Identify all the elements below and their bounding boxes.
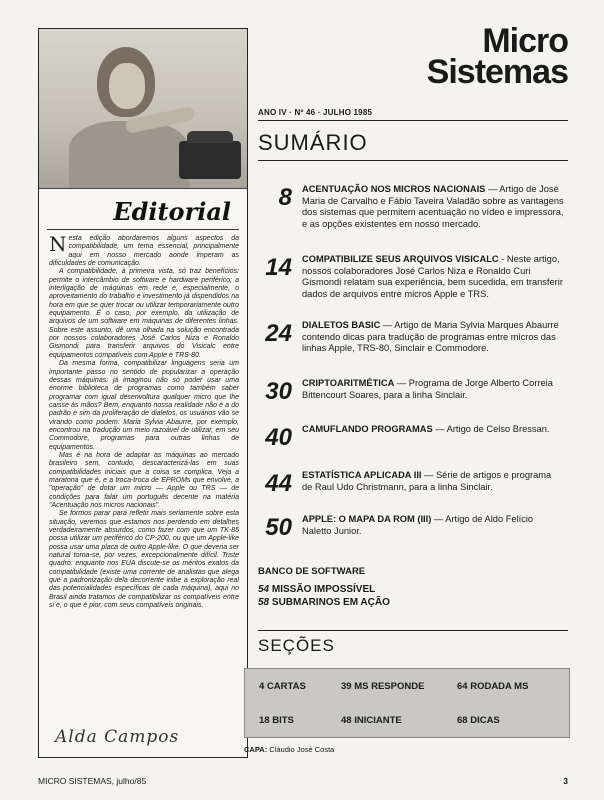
toc-description: — Programa de Jorge Alberto Correia Bittencourt Soares, para a linha Sinclair.: [302, 378, 553, 400]
toc-description: - Neste artigo, nossos colaboradores José Carlos Niza e Ronaldo Curi Gismondi relatam sua experiência, bem sucedida, em transferir dados de arquivos entre micros Apple e TRS.: [302, 254, 563, 299]
editor-photo: [39, 29, 247, 189]
toc-description: — Artigo de José Maria de Carvalho e Fábio Taveira Valadão sobre as vantagens dos sistemas que permitem acentuação no vídeo e impressora, e as opções existentes em nosso mercado.: [302, 184, 564, 229]
page-number: 3: [563, 776, 568, 786]
footer-issue: MICRO SISTEMAS, julho/85: [38, 776, 147, 786]
editorial-dropcap: N: [49, 232, 67, 256]
sections-title: SEÇÕES: [258, 636, 335, 655]
magazine-logo: Micro Sistemas: [426, 22, 568, 91]
contents-divider: [258, 160, 568, 161]
toc-headline: DIALETOS BASIC: [302, 320, 381, 330]
section-item[interactable]: 18 BITS: [259, 715, 294, 726]
toc-page-number: 30: [265, 378, 292, 405]
software-bank-title: BANCO DE SOFTWARE: [258, 566, 366, 577]
cover-credit: CAPA: Cláudio José Costa: [244, 745, 335, 754]
toc-description: — Série de artigos e programa de Raul Udo Christmann, para a linha Sinclair.: [302, 470, 552, 492]
toc-headline: COMPATIBILIZE SEUS ARQUIVOS VISICALC: [302, 254, 499, 264]
toc-description: — Artigo de Maria Sylvia Marques Abaurre contendo dicas para tradução de programas entre micros das linhas Apple, TRS-80, Sinclair e Commodore.: [302, 320, 559, 353]
contents-title: SUMÁRIO: [258, 130, 368, 155]
software-bank-item[interactable]: 58 SUBMARINOS EM AÇÃO: [258, 597, 390, 608]
toc-page-number: 44: [265, 470, 292, 497]
editorial-title: Editorial: [113, 197, 231, 226]
toc-page-number: 40: [265, 424, 292, 451]
toc-headline: APPLE: O MAPA DA ROM (III): [302, 514, 432, 524]
toc-description: — Artigo de Aldo Felício Naletto Junior.: [302, 514, 534, 536]
toc-page-number: 24: [265, 320, 292, 347]
section-item[interactable]: 64 RODADA MS: [457, 681, 529, 692]
toc-page-number: 14: [265, 254, 292, 281]
toc-headline: CAMUFLANDO PROGRAMAS: [302, 424, 433, 434]
editorial-paragraph: A compatibilidade, à primeira vista, só traz benefícios: permite o intercâmbio de software e hardware periférico; a interligação de máquinas em rede e, especialmente, o aproveitamento do trabalho e investimento já dispendidos na hora em que se quer trocar ou utilizar temporariamente outro equipamento. É o caso, por exemplo, da utilização de arquivos de um software em máquinas de diferentes linhas. Sobre este assunto, dê uma olhada na solução encontrada por nossos colaboradores José Carlos Niza e Ronaldo Gismondi para transferir arquivos do Visicalc entre equipamentos compatíveis com Apple e TRS-80.: [49, 268, 239, 359]
header-divider: [258, 120, 568, 121]
software-bank-item[interactable]: 54 MISSÃO IMPOSSÍVEL: [258, 584, 376, 595]
editorial-paragraph: Da mesma forma, compatibilizar linguagens seria um importante passo no sentido de popularizar a operação dessas máquinas: já imaginou não só poder usar uma enorme biblioteca de programas como também saber programar com igual desenvoltura qualquer micro que lhe caisse às mãos? Bem, enquanto nossa realidade não é a do padrão e sim da proliferação de dialetos, os usuários vão se virando como podem: Maria Sylvia Abaurre, por exemplo, encontrou na tradução um meio razoável de utilizar, em seu Commodore, programas para outras linhas de equipamentos.: [49, 360, 239, 451]
toc-headline: ACENTUAÇÃO NOS MICROS NACIONAIS: [302, 184, 486, 194]
toc-headline: CRIPTOARITMÉTICA: [302, 378, 395, 388]
section-item[interactable]: 39 MS RESPONDE: [341, 681, 425, 692]
editorial-body: [49, 232, 239, 610]
toc-page-number: 8: [278, 184, 292, 211]
editorial-divider: [47, 229, 239, 230]
section-item[interactable]: 48 INICIANTE: [341, 715, 402, 726]
editorial-paragraph: Nesta edição abordaremos alguns aspectos da compatibilidade, um tema essencial, principalmente aqui em nosso mercado aonde imperam as dificuldades de comunicação.: [49, 232, 239, 268]
sections-divider: [258, 630, 568, 631]
editorial-column: [38, 28, 248, 758]
editor-signature: Alda Campos: [55, 727, 180, 747]
toc-description: — Artigo de Celso Bressan.: [432, 424, 550, 434]
issue-info: ANO IV · Nº 46 · JULHO 1985: [258, 108, 373, 117]
editorial-paragraph: Mas é na hora de adaptar as máquinas ao mercado brasileiro sem, contudo, descaracterizá-las em suas compatibilidades iniciais que a coisa se complica. Veja a maratona que é, e a troca-troca de EPROMs que envolve, a "operação" de dotar um micro — Apple ou TRS — de condições para falar um português decente na matéria "Acentuação nos micros nacionais".: [49, 451, 239, 509]
toc-page-number: 50: [265, 514, 292, 541]
section-item[interactable]: 68 DICAS: [457, 715, 500, 726]
sections-box: [244, 668, 570, 738]
section-item[interactable]: 4 CARTAS: [259, 681, 306, 692]
toc-headline: ESTATÍSTICA APLICADA III: [302, 470, 422, 480]
editorial-paragraph: Se formos parar para refletir mais seriamente sobre esta situação, veremos que estamos nos perdendo em detalhes verdadeiramente absurdos, como fazer com que um TK-85 possa utilizar um periférico do CP-200, ou que um Apple-like possa usar uma placa de outro Apple-like. O que deveria ser natural torna-se, por vezes, excepcionalmente difícil. Triste quadro: enquanto nos EUA discute-se os méritos exatos da compatibilidade (existe uma corrente de analistas que alega que a padronização dela decorrente inibe a exploração real das potencialidades específicas de cada máquina), aqui no Brasil ainda tratamos de compatibilizar os compatíveis entre si e, o que é pior, com seus compatíveis originais.: [49, 510, 239, 610]
